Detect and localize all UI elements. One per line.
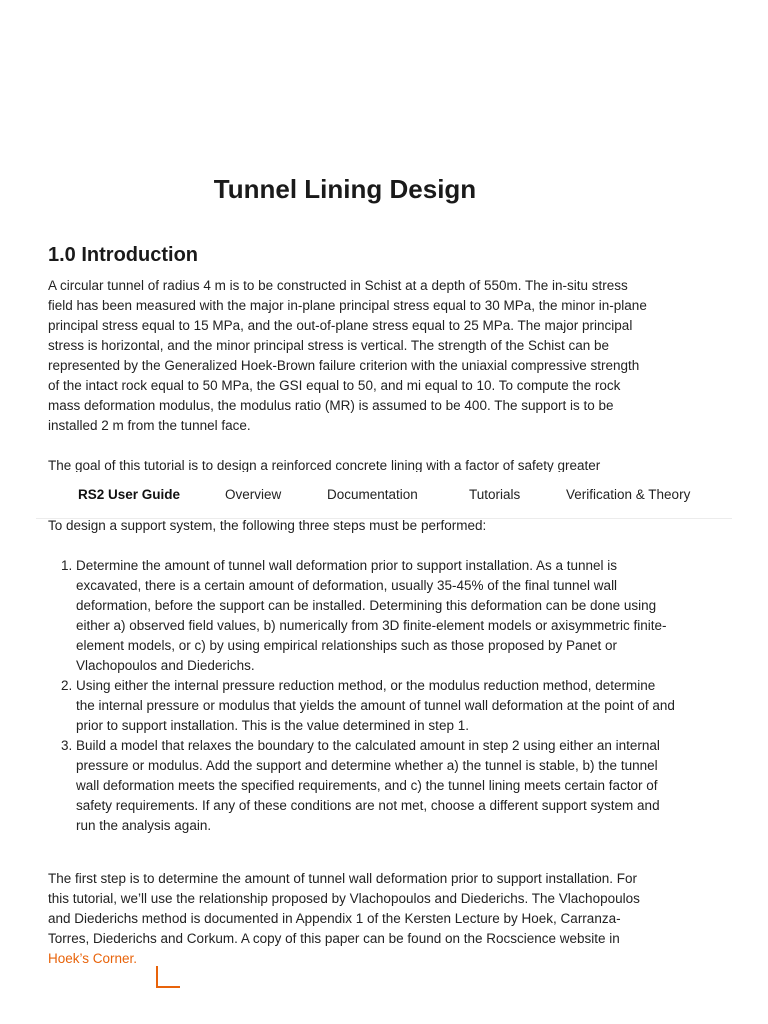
nav-item-documentation[interactable]: Documentation bbox=[327, 487, 418, 502]
steps-intro-paragraph: To design a support system, the following three steps must be performed: bbox=[48, 518, 487, 533]
list-item: 3. Build a model that relaxes the boundary to the calculated amount in step 2 using either an internal pressure or modulus. Add the support and determine whether a) the tunnel is stable, b) the tunnel wall deformation meets the specified requirements, and c) the tunnel lining meets certain factor of safety requirements. If any of these conditions are not met, choose a different support system and run the analysis again. bbox=[76, 736, 676, 836]
goal-paragraph: The goal of this tutorial is to design a reinforced concrete lining with a factor of safety greater bbox=[48, 458, 601, 472]
first-step-paragraph bbox=[48, 869, 648, 963]
section-heading-introduction: 1.0 Introduction bbox=[48, 244, 198, 266]
list-item: 2. Using either the internal pressure reduction method, or the modulus reduction method, determine the internal pressure or modulus that yields the amount of tunnel wall deformation at the point of and prior to support installation. This is the value determined in step 1. bbox=[76, 676, 676, 736]
top-navigation-bar bbox=[36, 478, 732, 519]
steps-list bbox=[48, 556, 676, 836]
hoeks-corner-link[interactable]: Hoek’s Corner. bbox=[48, 951, 138, 963]
intro-paragraph: A circular tunnel of radius 4 m is to be constructed in Schist at a depth of 550m. The in-situ stress field has been measured with the major in-plane principal stress equal to 30 MPa, the minor in-plane principal stress equal to 15 MPa, and the out-of-plane stress equal to 25 MPa. The major principal stress is horizontal, and the minor principal stress is vertical. The strength of the Schist can be represented by the Generalized Hoek-Brown failure criterion with the uniaxial compressive strength of the intact rock equal to 50 MPa, the GSI equal to 50, and mi equal to 10. To compute the rock mass deformation modulus, the modulus ratio (MR) is assumed to be 400. The support is to be installed 2 m from the tunnel face. bbox=[48, 278, 647, 433]
nav-item-verification-theory[interactable]: Verification & Theory bbox=[566, 487, 691, 502]
page-title: Tunnel Lining Design bbox=[213, 174, 477, 204]
nav-item-tutorials[interactable]: Tutorials bbox=[469, 487, 521, 502]
corner-bracket-icon bbox=[156, 966, 180, 988]
nav-brand-rs2-user-guide[interactable]: RS2 User Guide bbox=[78, 487, 181, 502]
first-step-text: The first step is to determine the amount of tunnel wall deformation prior to support installation. For this tutorial, we’ll use the relationship proposed by Vlachopoulos and Diederichs. The Vlachopoulos and Diederichs method is documented in Appendix 1 of the Kersten Lecture by Hoek, Carranza-Torres, Diederichs and Corkum. A copy of this paper can be found on the Rocscience website in bbox=[48, 871, 640, 946]
nav-item-overview[interactable]: Overview bbox=[225, 487, 282, 502]
list-item: 1. Determine the amount of tunnel wall deformation prior to support installation. As a tunnel is excavated, there is a certain amount of deformation, usually 35-45% of the final tunnel wall deformation, before the support can be installed. Determining this deformation can be done using either a) observed field values, b) numerically from 3D finite-element models or axisymmetric finite-element models, or c) by using empirical relationships such as those proposed by Panet or Vlachopoulos and Diederichs. bbox=[76, 556, 676, 676]
